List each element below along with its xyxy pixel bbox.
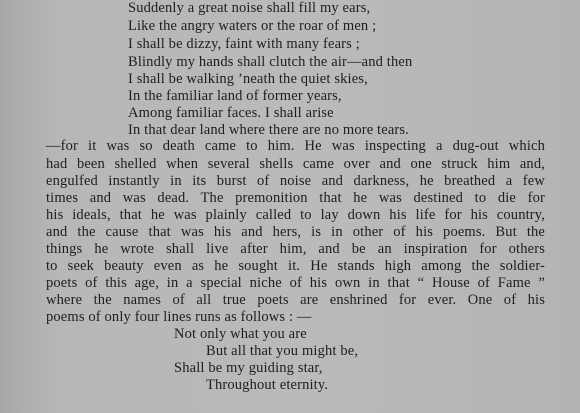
poem-line: Among familiar faces. I shall arise xyxy=(128,105,334,121)
poem-line: Not only what you are xyxy=(174,326,307,342)
poem-line: I shall be dizzy, faint with many fears ; xyxy=(128,36,360,52)
prose-line: where the names of all true poets are enshrined for ever. One of his xyxy=(46,292,545,308)
prose-line: his ideals, that he was plainly called to lay down his life for his country, xyxy=(46,207,545,223)
poem-line: Blindly my hands shall clutch the air—and then xyxy=(128,54,413,70)
prose-line: poems of only four lines runs as follows : — xyxy=(46,309,312,325)
prose-line: had been shelled when several shells came over and one struck him and, xyxy=(46,156,545,172)
poem-line: Throughout eternity. xyxy=(206,377,329,393)
prose-line: to seek beauty even as he sought it. He stands high among the soldier- xyxy=(46,258,545,274)
prose-line: times and was dead. The premonition that he was destined to die for xyxy=(46,190,545,206)
poem-line: Shall be my guiding star, xyxy=(174,360,323,376)
prose-line: and the cause that was his and hers, is in other of his poems. But the xyxy=(46,224,545,240)
prose-line: —for it was so death came to him. He was inspecting a dug-out which xyxy=(46,138,545,154)
poem-line: In the familiar land of former years, xyxy=(128,88,342,104)
poem-line: Suddenly a great noise shall fill my ears, xyxy=(128,0,371,16)
poem-line: Like the angry waters or the roar of men ; xyxy=(128,18,377,34)
prose-line: poets of this age, in a special niche of his own in that “ House of Fame ” xyxy=(46,275,545,291)
poem-line: But all that you might be, xyxy=(206,343,359,359)
poem-line: In that dear land where there are no more tears. xyxy=(128,122,409,138)
prose-line: things he wrote shall live after him, and be an inspiration for others xyxy=(46,241,545,257)
poem-line: I shall be walking ’neath the quiet skies, xyxy=(128,71,368,87)
prose-line: engulfed instantly in its burst of noise and darkness, he breathed a few xyxy=(46,173,545,189)
